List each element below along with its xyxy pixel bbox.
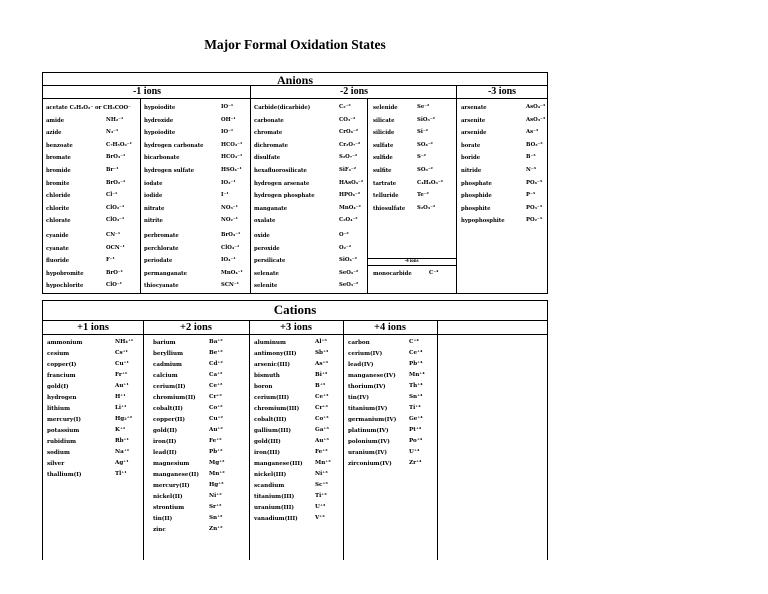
anion-formula: Se⁻² xyxy=(417,104,430,110)
anion-formula: PO₃⁻³ xyxy=(526,204,543,211)
anion-name: hexafluorosilicate xyxy=(254,168,307,174)
cation-formula: K⁺¹ xyxy=(115,427,126,433)
cation-name: strontium xyxy=(153,505,185,511)
anion-name: oxide xyxy=(254,233,270,239)
anion-formula: IO⁻¹ xyxy=(221,129,234,136)
cation-formula: Th⁺⁴ xyxy=(409,383,423,389)
anion-formula: As⁻³ xyxy=(526,129,539,136)
anion-formula: IO₄⁻¹ xyxy=(221,257,236,264)
anion-name: hydrogen sulfate xyxy=(144,168,195,174)
cation-formula: NH₄⁺¹ xyxy=(115,339,134,345)
cation-name: aluminum xyxy=(254,340,286,346)
anion-formula: SiF₆⁻² xyxy=(339,167,357,173)
cation-name: cerium(IV) xyxy=(348,351,383,357)
anion-name: thiocyanate xyxy=(144,283,179,290)
cation-name: nickel(III) xyxy=(254,472,287,478)
cation-name: manganese(IV) xyxy=(348,373,396,379)
group-minus2-label: -2 ions xyxy=(339,86,369,97)
cation-name: zirconium(IV) xyxy=(348,461,392,467)
cation-formula: Cd⁺² xyxy=(209,361,223,367)
cation-formula: Mn⁺³ xyxy=(315,460,331,466)
cation-formula: U⁺⁴ xyxy=(409,449,420,455)
anion-formula: PO₄⁻³ xyxy=(526,179,543,186)
anion-name: arsenite xyxy=(461,117,486,124)
anion-formula: N⁻³ xyxy=(526,167,536,173)
anion-formula: SO₃⁻² xyxy=(417,167,433,173)
cation-name: bismuth xyxy=(254,373,280,379)
cation-name: cerium(III) xyxy=(254,395,290,401)
anion-formula: F⁻¹ xyxy=(106,257,115,264)
cation-name: cerium(II) xyxy=(153,384,186,390)
cation-name: chromium(III) xyxy=(254,406,300,412)
group-plus4-label: +4 ions xyxy=(374,322,406,333)
cation-name: copper(II) xyxy=(153,417,185,423)
cation-name: hydrogen xyxy=(47,395,77,401)
anion-name: hydrogen arsenate xyxy=(254,180,310,187)
anion-name: chlorite xyxy=(46,205,70,212)
cation-name: uranium(III) xyxy=(254,505,294,511)
anion-formula: ClO₃⁻¹ xyxy=(106,217,125,224)
cation-formula: Au⁺¹ xyxy=(115,383,129,389)
cation-formula: V⁺³ xyxy=(315,515,325,521)
anion-name: amide xyxy=(46,117,65,124)
cation-name: barium xyxy=(153,340,176,346)
anion-name: perchlorate xyxy=(144,245,179,252)
cation-formula: Ag⁺¹ xyxy=(115,460,129,466)
cation-formula: Be⁺² xyxy=(209,350,223,356)
anion-formula: S₂O₇⁻² xyxy=(339,154,358,161)
anion-name: selenide xyxy=(373,105,398,111)
cation-name: cobalt(III) xyxy=(254,417,287,423)
anions-table xyxy=(42,72,548,294)
anion-name: hydroxide xyxy=(144,117,174,124)
cation-formula: Ti⁺⁴ xyxy=(409,405,421,411)
divider xyxy=(437,320,438,560)
cation-name: lead(II) xyxy=(153,450,177,456)
anion-name: arsenate xyxy=(461,105,487,111)
anion-formula: HCO₃⁻¹ xyxy=(221,141,243,148)
cation-name: titanium(III) xyxy=(254,494,295,500)
anion-name: periodate xyxy=(144,258,173,265)
anion-formula: ClO₄⁻¹ xyxy=(221,244,240,251)
anion-name: hypoiodite xyxy=(144,130,176,137)
cation-formula: Al⁺³ xyxy=(315,339,327,345)
anion-formula: Br⁻¹ xyxy=(106,167,119,173)
anion-formula: NO₂⁻¹ xyxy=(221,217,238,224)
anion-formula: CO₃⁻² xyxy=(339,116,356,123)
cation-name: cesium xyxy=(47,351,70,357)
anion-formula: Si⁻² xyxy=(417,129,428,136)
anion-formula: HPO₄⁻² xyxy=(339,192,361,199)
anion-formula: BO₃⁻³ xyxy=(526,141,543,148)
cation-formula: Sb⁺³ xyxy=(315,350,329,356)
anion-formula: S₂O₃⁻² xyxy=(417,204,436,211)
anion-formula: BrO₄⁻¹ xyxy=(221,232,241,238)
cation-formula: Ga⁺³ xyxy=(315,427,329,433)
cation-name: iron(II) xyxy=(153,439,177,445)
cation-name: rubidium xyxy=(47,439,77,445)
cation-formula: C⁺⁴ xyxy=(409,339,419,345)
anion-name: boride xyxy=(461,155,481,162)
anion-formula: MnO₄⁻¹ xyxy=(221,269,243,276)
cation-formula: Cu⁺² xyxy=(209,416,223,422)
anions-heading: Anions xyxy=(276,73,314,87)
cation-name: manganese(III) xyxy=(254,461,303,467)
cation-name: lead(IV) xyxy=(348,362,374,368)
cation-name: uranium(IV) xyxy=(348,450,388,456)
anion-name: nitride xyxy=(461,168,482,174)
cation-formula: Ti⁺³ xyxy=(315,493,327,499)
anion-formula: C⁻⁴ xyxy=(429,270,439,276)
anion-name: hypobromite xyxy=(46,270,84,277)
anion-name: benzoate xyxy=(46,142,73,149)
anion-name: Carbide(dicarbide) xyxy=(254,105,311,111)
divider xyxy=(250,85,251,293)
anion-formula: AsO₃⁻³ xyxy=(526,116,546,123)
cation-name: gold(II) xyxy=(153,428,178,434)
cation-name: tin(II) xyxy=(153,516,173,522)
anion-formula: C₂O₄⁻² xyxy=(339,217,358,224)
anion-formula: OH⁻¹ xyxy=(221,116,236,123)
cation-formula: Sn⁺² xyxy=(209,515,223,521)
cation-formula: Au⁺² xyxy=(209,427,223,433)
anion-formula: P⁻³ xyxy=(526,192,536,199)
anion-formula: Cr₂O₇⁻² xyxy=(339,141,361,148)
anion-formula: SeO₃⁻² xyxy=(339,282,359,289)
anion-formula: O⁻² xyxy=(339,232,349,238)
cation-formula: Zr⁺⁴ xyxy=(409,460,422,466)
anion-name: selenate xyxy=(254,270,279,277)
divider xyxy=(140,98,141,293)
anion-name: perbromate xyxy=(144,233,179,239)
anion-formula: BrO₃⁻¹ xyxy=(106,154,126,161)
cations-heading: Cations xyxy=(273,302,317,317)
cation-formula: Zn⁺² xyxy=(209,526,223,532)
cation-name: francium xyxy=(47,373,76,379)
group-plus1-label: +1 ions xyxy=(77,322,109,333)
divider xyxy=(43,98,547,99)
anion-name: sulfide xyxy=(373,155,393,162)
anion-formula: C₂⁻² xyxy=(339,104,351,110)
cation-formula: Ge⁺⁴ xyxy=(409,416,423,422)
anion-formula: ClO₂⁻¹ xyxy=(106,204,125,211)
anion-name: hydrogen phosphate xyxy=(254,193,315,200)
cation-name: beryllium xyxy=(153,351,184,357)
cation-formula: Mn⁺⁴ xyxy=(409,372,425,378)
anion-formula: Te⁻² xyxy=(417,192,429,199)
anion-formula: SiO₄⁻² xyxy=(339,257,357,264)
anion-name: iodide xyxy=(144,193,163,200)
anion-name: telluride xyxy=(373,193,399,200)
anion-formula: C₇H₅O₂⁻¹ xyxy=(106,141,132,148)
cation-formula: As⁺³ xyxy=(315,361,328,367)
cation-name: silver xyxy=(47,461,65,467)
anion-name: cyanide xyxy=(46,233,69,239)
cation-formula: Mg⁺² xyxy=(209,460,225,466)
anion-name: disulfate xyxy=(254,155,281,162)
cation-formula: Sr⁺² xyxy=(209,504,222,510)
anion-formula: CN⁻¹ xyxy=(106,232,121,238)
anion-formula: HAsO₄⁻² xyxy=(339,179,364,186)
anion-formula: IO⁻¹ xyxy=(221,104,234,110)
cation-formula: Co⁺² xyxy=(209,405,223,411)
cation-formula: Au⁺³ xyxy=(315,438,329,444)
group-plus2-label: +2 ions xyxy=(180,322,212,333)
cation-formula: Li⁺¹ xyxy=(115,405,127,411)
anion-name: hypoiodite xyxy=(144,105,176,111)
cation-name: mercury(II) xyxy=(153,483,190,489)
cation-name: germanium(IV) xyxy=(348,417,397,423)
anion-formula: OCN⁻¹ xyxy=(106,244,125,251)
anion-name: iodate xyxy=(144,180,163,187)
anion-name: bromide xyxy=(46,168,71,174)
anion-name: persilicate xyxy=(254,258,286,265)
cation-name: gold(I) xyxy=(47,384,69,390)
cation-formula: Tl⁺¹ xyxy=(115,471,127,477)
anion-name: arsenide xyxy=(461,130,487,137)
cation-formula: Na⁺¹ xyxy=(115,449,130,455)
cation-name: scandium xyxy=(254,483,285,489)
cation-name: zinc xyxy=(153,527,166,533)
anion-name: hypophosphite xyxy=(461,218,505,225)
anion-name: phosphite xyxy=(461,205,491,212)
cation-formula: H⁺¹ xyxy=(115,394,126,400)
anion-formula: HSO₄⁻¹ xyxy=(221,167,242,173)
anion-name: nitrite xyxy=(144,218,163,225)
cation-formula: Hg₂⁺² xyxy=(115,416,133,422)
group-plus3-label: +3 ions xyxy=(280,322,312,333)
anion-name: nitrate xyxy=(144,205,165,212)
anion-formula: MnO₄⁻² xyxy=(339,204,361,211)
anion-formula: Cl⁻¹ xyxy=(106,192,118,199)
group-minus3-label: -3 ions xyxy=(487,86,517,97)
anion-name: acetate C₂H₃O₂⁻ or CH₃COO⁻ xyxy=(46,105,131,111)
cation-name: mercury(I) xyxy=(47,417,82,423)
cation-formula: Ni⁺³ xyxy=(315,471,328,477)
cation-name: gallium(III) xyxy=(254,428,292,434)
anion-name: azide xyxy=(46,130,62,137)
cation-name: sodium xyxy=(47,450,70,456)
anion-name: carbonate xyxy=(254,117,284,124)
cation-name: arsenic(III) xyxy=(254,362,291,368)
cation-formula: U⁺³ xyxy=(315,504,326,510)
anion-name: phosphide xyxy=(461,193,492,200)
cation-formula: Pb⁺² xyxy=(209,449,223,455)
cation-name: polonium(IV) xyxy=(348,439,390,445)
cation-name: magnesium xyxy=(153,461,190,467)
cation-name: gold(III) xyxy=(254,439,281,445)
group-minus4-label: -4 ions xyxy=(404,259,419,264)
anion-formula: SiO₃⁻² xyxy=(417,116,435,123)
anion-name: chromate xyxy=(254,130,283,137)
cation-name: copper(I) xyxy=(47,362,77,368)
anion-name: silicate xyxy=(373,117,395,124)
anion-name: chlorate xyxy=(46,218,71,225)
cation-formula: Ce⁺² xyxy=(209,383,223,389)
anion-name: tartrate xyxy=(373,180,397,187)
cation-formula: Cr⁺³ xyxy=(315,405,328,411)
anion-formula: ClO⁻¹ xyxy=(106,282,122,289)
anion-formula: SCN⁻¹ xyxy=(221,282,239,289)
cation-name: ammonium xyxy=(47,340,83,346)
anion-name: peroxide xyxy=(254,245,280,252)
group-minus1-label: -1 ions xyxy=(132,86,162,97)
cation-name: cobalt(II) xyxy=(153,406,183,412)
anion-name: cyanate xyxy=(46,245,69,252)
divider xyxy=(43,334,547,335)
cation-formula: Po⁺⁴ xyxy=(409,438,423,444)
cation-formula: Bi⁺³ xyxy=(315,372,328,378)
cation-formula: Ce⁺⁴ xyxy=(409,350,423,356)
anion-formula: BrO⁻¹ xyxy=(106,269,123,276)
cation-formula: Fr⁺¹ xyxy=(115,372,128,378)
anion-name: thiosulfate xyxy=(373,205,406,212)
oxidation-states-sheet xyxy=(42,30,548,560)
anion-formula: NO₃⁻¹ xyxy=(221,204,238,211)
cation-formula: Hg⁺² xyxy=(209,482,224,488)
anion-name: fluoride xyxy=(46,258,70,265)
anion-name: bicarbonate xyxy=(144,155,180,162)
anion-formula: N₃⁻¹ xyxy=(106,129,119,136)
cation-formula: Sc⁺³ xyxy=(315,482,328,488)
cation-formula: Ba⁺² xyxy=(209,339,223,345)
cation-name: carbon xyxy=(348,340,370,346)
cation-name: iron(III) xyxy=(254,450,281,456)
cations-table xyxy=(42,300,548,560)
anion-name: silicide xyxy=(373,130,395,137)
anion-name: selenite xyxy=(254,283,278,290)
cation-formula: Cs⁺¹ xyxy=(115,350,129,356)
cation-name: cadmium xyxy=(153,362,182,368)
anion-name: bromate xyxy=(46,155,71,162)
cation-name: calcium xyxy=(153,373,178,379)
anion-name: monocarbide xyxy=(373,271,412,277)
cation-formula: Pt⁺⁴ xyxy=(409,427,422,433)
anion-name: sulfate xyxy=(373,142,394,149)
anion-name: borate xyxy=(461,142,481,149)
cation-name: potassium xyxy=(47,428,80,434)
cation-formula: Mn⁺² xyxy=(209,471,225,477)
cation-formula: Cu⁺¹ xyxy=(115,361,129,367)
anion-name: sulfite xyxy=(373,168,392,174)
anion-name: permanganate xyxy=(144,270,187,277)
cation-name: manganese(II) xyxy=(153,472,200,478)
anion-formula: IO₃⁻¹ xyxy=(221,179,236,186)
anion-name: dichromate xyxy=(254,142,288,149)
cation-formula: Fe⁺² xyxy=(209,438,222,444)
cation-formula: Sn⁺⁴ xyxy=(409,394,423,400)
cation-name: lithium xyxy=(47,406,71,412)
anion-name: phosphate xyxy=(461,180,492,187)
divider xyxy=(456,85,457,293)
cation-name: platinum(IV) xyxy=(348,428,389,434)
anion-formula: I⁻¹ xyxy=(221,192,229,199)
cation-name: tin(IV) xyxy=(348,395,370,401)
cation-name: chromium(II) xyxy=(153,395,196,401)
page-title: Major Formal Oxidation States xyxy=(204,37,386,52)
cation-name: titanium(IV) xyxy=(348,406,388,412)
cation-formula: Co⁺³ xyxy=(315,416,329,422)
anion-formula: NH₂⁻¹ xyxy=(106,116,124,123)
anion-formula: AsO₄⁻³ xyxy=(526,104,546,110)
cation-formula: Pb⁺⁴ xyxy=(409,361,423,367)
anion-name: oxalate xyxy=(254,218,276,225)
anion-formula: B⁻³ xyxy=(526,154,536,161)
anion-formula: PO₂⁻³ xyxy=(526,217,543,224)
cation-formula: Ce⁺³ xyxy=(315,394,329,400)
anion-formula: SeO₄⁻² xyxy=(339,269,359,276)
cation-name: vanadium(III) xyxy=(254,516,298,522)
cation-name: thallium(I) xyxy=(47,472,82,478)
cation-formula: Ca⁺² xyxy=(209,372,223,378)
anion-formula: CrO₄⁻² xyxy=(339,129,359,136)
divider xyxy=(143,320,144,560)
anion-name: bromite xyxy=(46,180,70,187)
anion-name: manganate xyxy=(254,205,288,212)
anion-formula: S⁻² xyxy=(417,154,426,161)
cation-formula: Cr⁺² xyxy=(209,394,222,400)
anion-name: chloride xyxy=(46,193,71,200)
divider xyxy=(43,320,547,321)
divider xyxy=(249,320,250,560)
anion-name: hydrogen carbonate xyxy=(144,142,204,149)
anion-formula: BrO₂⁻¹ xyxy=(106,179,126,186)
cation-name: boron xyxy=(254,384,273,390)
divider xyxy=(343,320,344,560)
cation-name: nickel(II) xyxy=(153,494,183,500)
cation-formula: Ni⁺² xyxy=(209,493,222,499)
cation-formula: Fe⁺³ xyxy=(315,449,328,455)
anion-name: hypochlorite xyxy=(46,283,84,290)
divider xyxy=(367,265,456,266)
cation-name: thorium(IV) xyxy=(348,384,386,390)
cation-formula: Rb⁺¹ xyxy=(115,438,129,444)
anion-formula: SO₄⁻² xyxy=(417,141,433,148)
cation-name: antimony(III) xyxy=(254,351,297,357)
cation-formula: B⁺³ xyxy=(315,383,326,389)
anion-formula: C₄H₄O₆⁻² xyxy=(417,179,443,186)
anion-formula: O₂⁻² xyxy=(339,244,352,251)
anion-formula: HCO₃⁻¹ xyxy=(221,154,243,161)
